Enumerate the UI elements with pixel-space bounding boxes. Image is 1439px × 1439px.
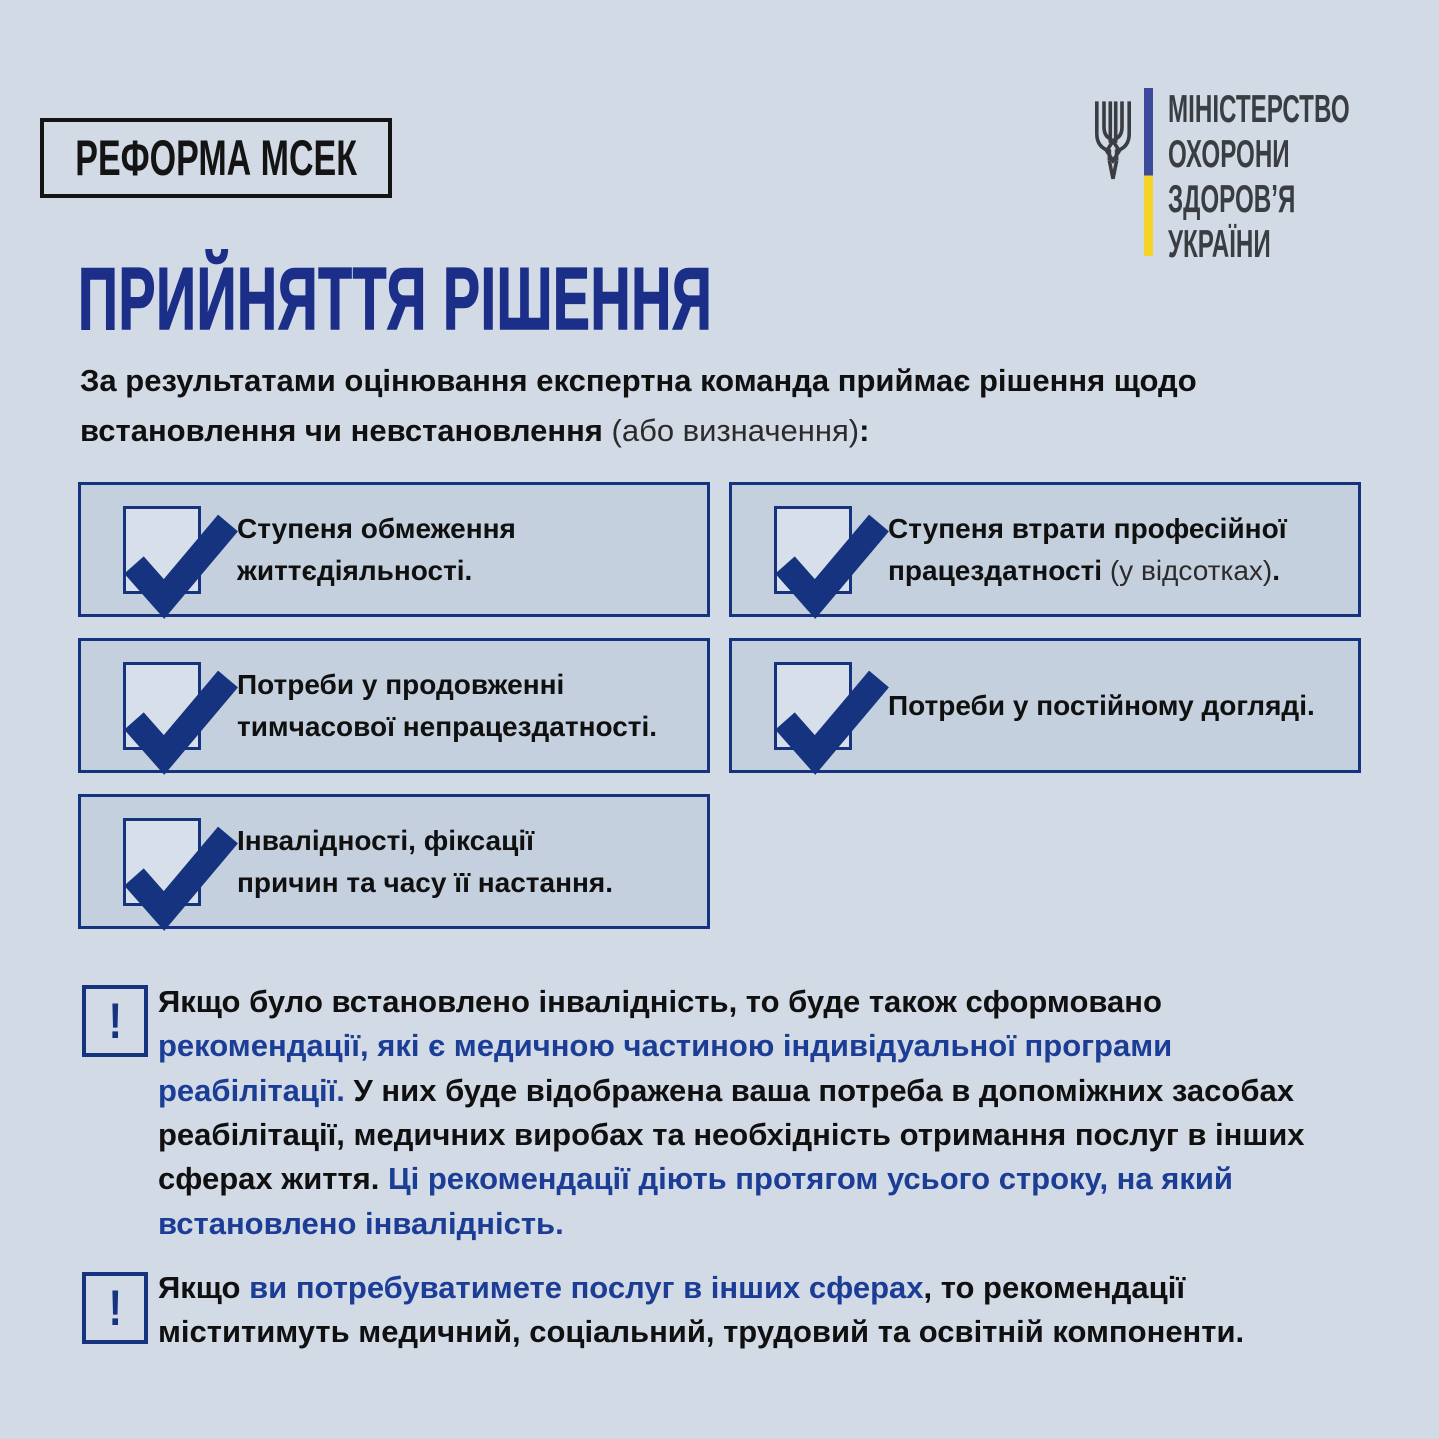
ministry-name-line: ЗДОРОВ’Я bbox=[1168, 177, 1296, 221]
exclamation-icon bbox=[82, 985, 148, 1057]
page-title: ПРИЙНЯТТЯ РІШЕННЯ bbox=[78, 249, 713, 348]
checkmark-icon bbox=[774, 506, 852, 594]
card-permanent-care-need bbox=[729, 638, 1361, 773]
reform-msek-badge bbox=[40, 118, 392, 198]
checkmark-icon bbox=[123, 506, 201, 594]
card-label: Потреби у продовженні тимчасової непрацездатності. bbox=[237, 668, 658, 742]
ministry-name-line: ОХОРОНИ bbox=[1168, 132, 1290, 176]
note-other-spheres: Якщо ви потребуватимете послуг в інших сферах, то рекомендації міститимуть медичний, соціальний, трудовий та освітній компоненти. bbox=[158, 1270, 1245, 1350]
card-label: Ступеня втрати професійної працездатності (у відсотках). bbox=[888, 512, 1287, 586]
ministry-name bbox=[1168, 88, 1350, 267]
exclamation-glyph: ! bbox=[108, 993, 122, 1049]
ukraine-trident-icon bbox=[1086, 94, 1140, 188]
ministry-name-line: МІНІСТЕРСТВО bbox=[1168, 88, 1350, 131]
exclamation-icon bbox=[82, 1272, 148, 1344]
reform-msek-badge-label: РЕФОРМА МСЕК bbox=[75, 130, 357, 186]
checkmark-icon bbox=[123, 818, 201, 906]
ukraine-flag-bar bbox=[1144, 88, 1153, 256]
card-temporary-incapacity-extension bbox=[78, 638, 710, 773]
card-professional-capacity-loss bbox=[729, 482, 1361, 617]
card-label: Інвалідності, фіксації причин та часу її настання. bbox=[237, 824, 614, 898]
checkmark-icon bbox=[123, 662, 201, 750]
checkmark-icon bbox=[774, 662, 852, 750]
intro-paragraph: За результатами оцінювання експертна команда приймає рішення щодо встановлення чи невстановлення (або визначення): bbox=[80, 363, 1197, 449]
card-label: Ступеня обмеження життєдіяльності. bbox=[237, 512, 516, 586]
ministry-name-line: УКРАЇНИ bbox=[1168, 222, 1271, 266]
decision-cards bbox=[78, 482, 1361, 929]
note-recommendations: Якщо було встановлено інвалідність, то буде також сформовано рекомендації, які є медичною частиною індивідуальної програми реабілітації. У них буде відображена ваша потреба в допоміжних засобах реабілітації, медичних виробах та необхідність отримання послуг в інших сферах життя. Ці рекомендації діють протягом усього строку, на який встановлено інвалідність. bbox=[158, 984, 1305, 1241]
exclamation-glyph: ! bbox=[108, 1280, 122, 1336]
card-limitation-degree bbox=[78, 482, 710, 617]
card-disability-fixation bbox=[78, 794, 710, 929]
card-label: Потреби у постійному догляді. bbox=[888, 689, 1315, 721]
